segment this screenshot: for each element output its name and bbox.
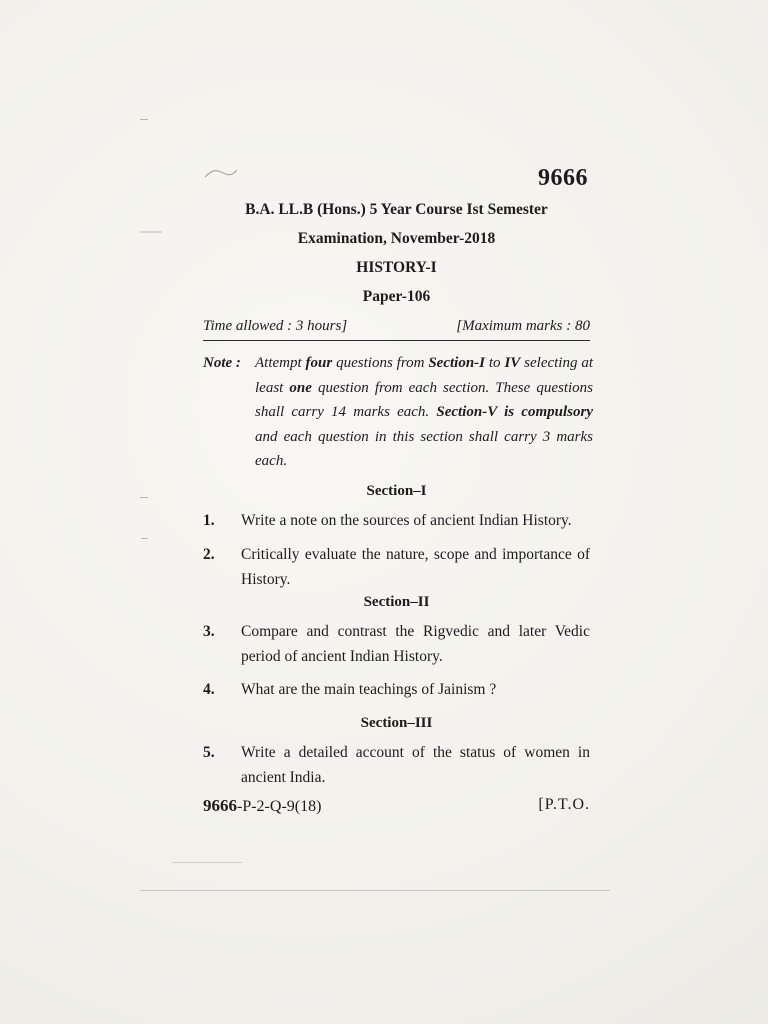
question-number: 2. [203, 546, 215, 563]
question-number: 5. [203, 744, 215, 761]
question-text: What are the main teachings of Jainism ? [241, 681, 497, 698]
note-body [255, 351, 593, 474]
question-text: Critically evaluate the nature, scope and importance of History. [241, 546, 590, 588]
scan-artifact [140, 119, 148, 120]
note-emphasis: Section-I [428, 355, 485, 371]
section-heading: Section–I [366, 483, 427, 499]
footer-paper-code [203, 796, 321, 816]
note-text: questions from [332, 355, 429, 371]
question-item [203, 678, 590, 703]
question-number: 4. [203, 681, 215, 698]
pen-mark-icon [203, 165, 239, 181]
question-item [203, 509, 590, 534]
subject-title: HISTORY-I [356, 259, 437, 276]
scan-artifact [172, 862, 242, 863]
question-text: Write a detailed account of the status of women in ancient India. [241, 744, 590, 786]
note-emphasis: Section-V is compulsory [436, 404, 593, 420]
footer-code-bold: 9666 [203, 796, 237, 815]
divider [203, 340, 590, 341]
note-text: Attempt [255, 355, 306, 371]
footer-code-rest: -P-2-Q-9(18) [237, 798, 322, 815]
paper-number: Paper-106 [362, 288, 431, 305]
paper-code: 9666 [538, 165, 588, 191]
question-item [203, 543, 590, 592]
instructions-note [203, 351, 593, 474]
question-text: Write a note on the sources of ancient Indian History. [241, 512, 572, 529]
question-item [203, 741, 590, 790]
section-heading: Section–II [363, 594, 430, 610]
question-text: Compare and contrast the Rigvedic and later Vedic period of ancient Indian History. [241, 623, 590, 665]
note-text: question from each section. These questions shall carry 14 marks each. [255, 379, 593, 420]
scan-artifact [141, 538, 148, 539]
note-emphasis: four [305, 355, 333, 371]
note-text: to [485, 355, 505, 371]
time-allowed: Time allowed : 3 hours] [203, 318, 348, 334]
maximum-marks: [Maximum marks : 80 [456, 318, 590, 334]
note-emphasis: IV [504, 355, 521, 371]
note-label: Note : [203, 355, 241, 371]
please-turn-over: [P.T.O. [538, 796, 590, 813]
question-number: 3. [203, 623, 215, 640]
exam-session: Examination, November-2018 [297, 230, 496, 247]
question-item [203, 620, 590, 669]
page-footer [203, 796, 590, 816]
scan-artifact [140, 231, 162, 233]
section-heading: Section–III [360, 715, 433, 731]
scan-artifact [140, 890, 610, 891]
note-text: selecting at least [255, 355, 594, 396]
note-text: and each question in this section shall carry 3 marks each. [255, 428, 593, 469]
exam-meta-row [203, 318, 590, 335]
scan-artifact [140, 497, 148, 498]
course-title: B.A. LL.B (Hons.) 5 Year Course Ist Semester [245, 201, 548, 218]
question-number: 1. [203, 512, 215, 529]
note-emphasis: one [289, 379, 312, 396]
